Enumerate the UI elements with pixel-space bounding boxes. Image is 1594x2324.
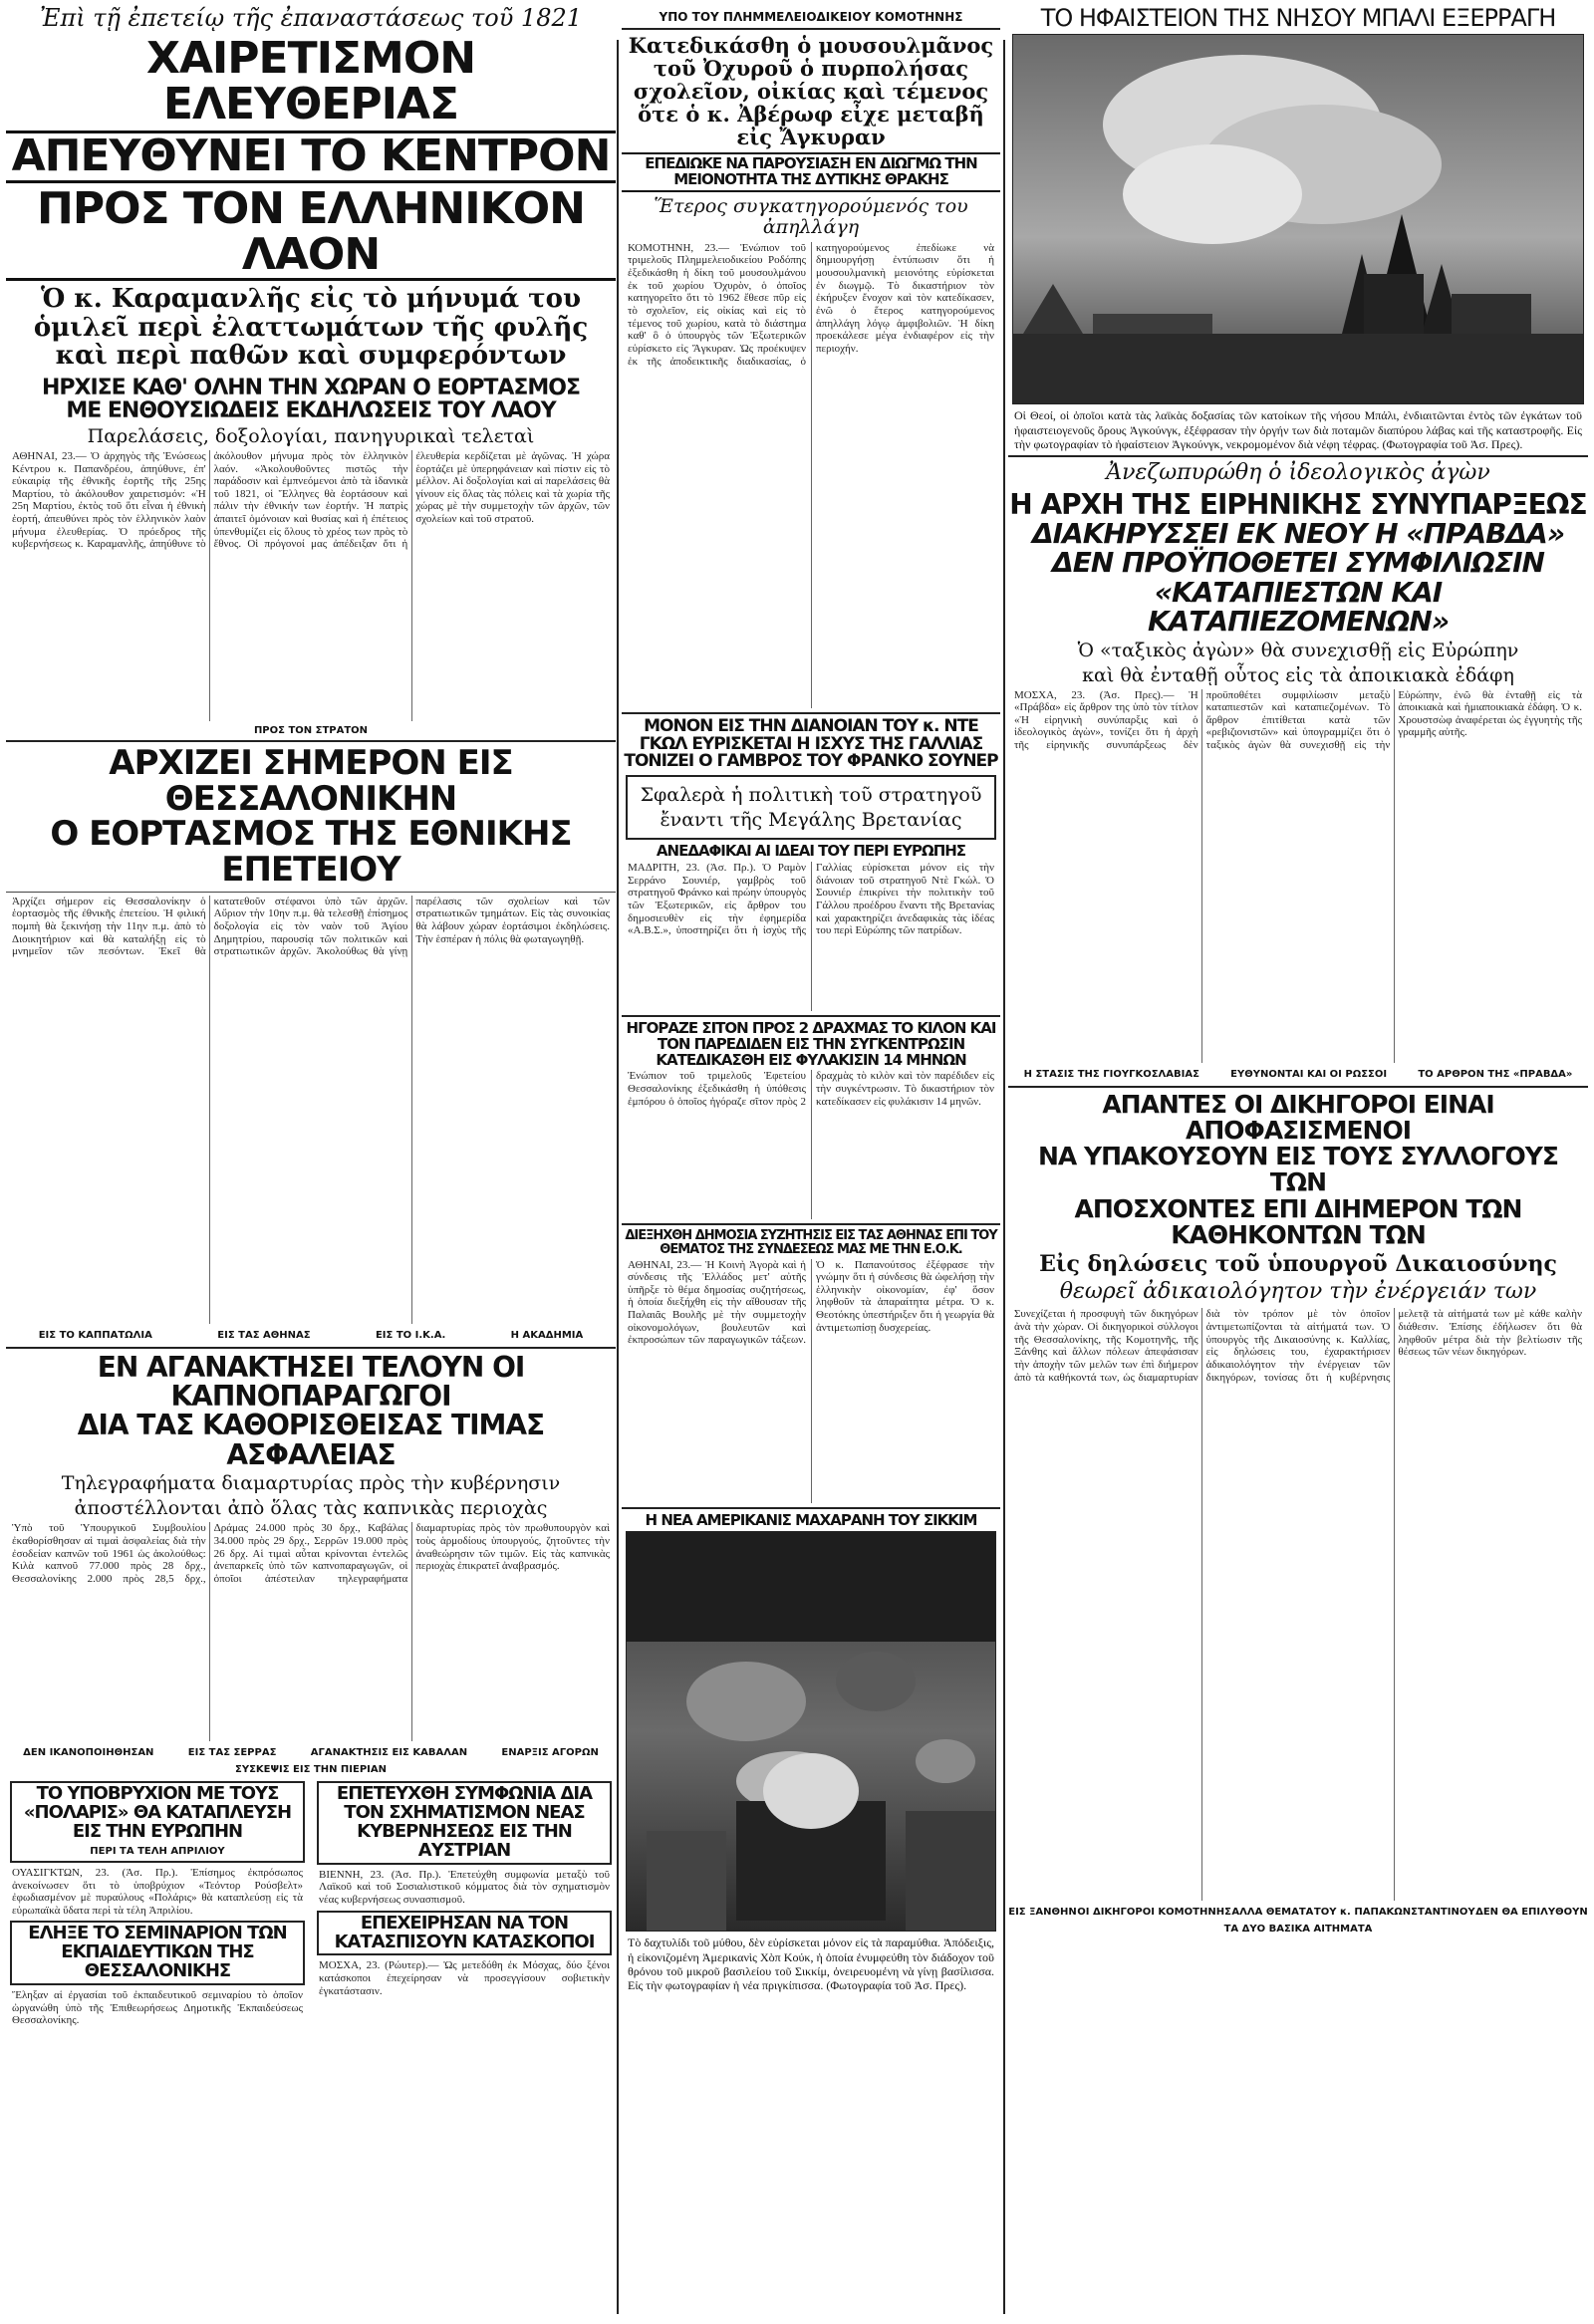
headline-thessaloniki-a: ΑΡΧΙΖΕΙ ΣΗΜΕΡΟΝ ΕΙΣ ΘΕΣΣΑΛΟΝΙΚΗΝ <box>109 742 513 819</box>
section-xanthi: ΕΙΣ ΞΑΝΘΗΝ <box>1008 1907 1077 1919</box>
photo-bali-title: ΤΟ ΗΦΑΙΣΤΕΙΟΝ ΤΗΣ ΝΗΣΟΥ ΜΠΑΛΙ ΕΞΕΡΡΑΓΗ <box>1040 4 1556 32</box>
article-thessaloniki-body: Ἀρχίζει σήμερον εἰς Θεσσαλονίκην ὁ ἑορτασμὸς τῆς ἐθνικῆς ἐπετείου. Ἡ φιλική πομπὴ θὰ ξεκινήσῃ τὴν 11ην π.μ. ἀπὸ τὸ Διοικητήριον καὶ θὰ καταλήξῃ εἰς τὸ μνημεῖον τῶν πεσόντων. Ἐκεῖ θὰ κατατεθοῦν στέφανοι ὑπὸ τῶν ἀρχῶν. Αὔριον τὴν 10ην π.μ. θὰ τελεσθῇ ἐπίσημος δοξολογία εἰς τὸν ναὸν τοῦ Ἁγίου Δημητρίου, παρουσίᾳ τῶν πολιτικῶν καὶ στρατιωτικῶν ἀρχῶν. Ἀκολούθως θὰ γίνῃ παρέλασις τῶν σχολείων καὶ τῶν στρατιωτικῶν τμημάτων. Εἰς τὰς συνοικίας θὰ λάβουν χώραν ἑορτάσιμοι ἐκδηλώσεις. Τὴν ἑσπέραν ἡ πόλις θὰ φωταγωγηθῇ. <box>12 895 610 958</box>
headline-lawyers-b: ΝΑ ΥΠΑΚΟΥΣΟΥΝ ΕΙΣ ΤΟΥΣ ΣΥΛΛΟΓΟΥΣ ΤΩΝ <box>1038 1142 1558 1197</box>
headline-eec-debate: ΔΙΕΞΗΧΘΗ ΔΗΜΟΣΙΑ ΣΥΖΗΤΗΣΙΣ ΕΙΣ ΤΑΣ ΑΘΗΝΑΣ ΕΠΙ ΤΟΥ ΘΕΜΑΤΟΣ ΤΗΣ ΣΥΝΔΕΣΕΩΣ ΜΑΣ ΜΕ ΤΗΝ Ε.Ο.Κ. <box>625 1228 997 1257</box>
headline-tobacco-b: ΔΙΑ ΤΑΣ ΚΑΘΟΡΙΣΘΕΙΣΑΣ ΤΙΜΑΣ ΑΣΦΑΛΕΙΑΣ <box>77 1409 545 1471</box>
headline-celebration-a: ΗΡΧΙΣΕ ΚΑΘ' ΟΛΗΝ ΤΗΝ ΧΩΡΑΝ Ο ΕΟΡΤΑΣΜΟΣ <box>41 375 581 400</box>
section-two-demands: ΤΑ ΔΥΟ ΒΑΣΙΚΑ ΑΙΤΗΜΑΤΑ <box>1223 1924 1373 1936</box>
subhead-polaris: ΠΕΡΙ ΤΑ ΤΕΛΗ ΑΠΡΙΛΙΟΥ <box>90 1845 225 1857</box>
section-papakonstantinou: ΤΟΥ κ. ΠΑΠΑΚΩΝΣΤΑΝΤΙΝΟΥ <box>1313 1907 1475 1919</box>
section-kavala: ΑΓΑΝΑΚΤΗΣΙΣ ΕΙΣ ΚΑΒΑΛΑΝ <box>310 1747 468 1759</box>
deck-karamanlis: Ὁ κ. Καραμανλῆς εἰς τὸ μήνυμά του ὁμιλεῖ περὶ ἐλαττωμάτων τῆς φυλῆς καὶ περὶ παθῶν καὶ συμφερόντων <box>33 283 589 372</box>
headline-lawyers-a: ΑΠΑΝΤΕΣ ΟΙ ΔΙΚΗΓΟΡΟΙ ΕΙΝΑΙ ΑΠΟΦΑΣΙΣΜΕΝΟΙ <box>1102 1089 1494 1145</box>
article-pravda-body: ΜΟΣΧΑ, 23. (Ἀσ. Πρες).— Ἡ «Πράβδα» εἰς ἄρθρον της ὑπὸ τὸν τίτλον «Ἡ εἰρηνικὴ συνύπαρξις καὶ ὁ ἰδεολογικὸς ἀγὼν», τονίζει ὅτι ἡ ἀρχὴ τῆς εἰρηνικῆς συνυπάρξεως δὲν προϋποθέτει συμφιλίωσιν μεταξὺ καταπιεστῶν καὶ καταπιεζομένων. Τὸ ἄρθρον ἐπιτίθεται κατὰ τῶν «ρεβιζιονιστῶν» καὶ ὑπογραμμίζει ὅτι ὁ ταξικὸς ἀγὼν θὰ συνεχισθῇ εἰς τὴν Εὐρώπην, ἐνῶ θὰ ἐνταθῇ εἰς τὰ ἀποικιακὰ καὶ ἡμιαποικιακὰ ἐδάφη. Ὁ κ. Χρουστσὼφ ἀναφέρεται ὡς ἐγγυητὴς τῆς γραμμῆς αὐτῆς. <box>1014 688 1582 752</box>
photo-sikkim-title: Η ΝΕΑ ΑΜΕΡΙΚΑΝΙΣ ΜΑΧΑΡΑΝΗ ΤΟΥ ΣΙΚΚΙΜ <box>645 1510 977 1529</box>
article-seminar-body: Ἔληξαν αἱ ἐργασίαι τοῦ ἐκπαιδευτικοῦ σεμιναρίου τὸ ὁποῖον ὠργανώθη ὑπὸ τῆς Ἐπιθεωρήσεως Δημοτικῆς Ἐκπαιδεύσεως Θεσσαλονίκης. <box>12 1989 303 2027</box>
headline-thessaloniki-b: Ο ΕΟΡΤΑΣΜΟΣ ΤΗΣ ΕΘΝΙΚΗΣ ΕΠΕΤΕΙΟΥ <box>50 814 572 890</box>
column-middle <box>622 0 1000 2324</box>
headline-wheat-sentence: ΚΑΤΕΔΙΚΑΣΘΗ ΕΙΣ ΦΥΛΑΚΙΣΙΝ 14 ΜΗΝΩΝ <box>656 1050 966 1069</box>
section-other-issues: ΑΛΛΑ ΘΕΜΑΤΑ <box>1231 1907 1314 1919</box>
headline-pravda-c: ΔΕΝ ΠΡΟΫΠΟΘΕΤΕΙ ΣΥΜΦΙΛΙΩΣΙΝ <box>1052 546 1544 580</box>
headline-greeting: ΧΑΙΡΕΤΙΣΜΟΝ ΕΛΕΥΘΕΡΙΑΣ <box>145 33 476 130</box>
photo-bali-caption: Οἱ Θεοί, οἱ ὁποῖοι κατὰ τὰς λαϊκὰς δοξασίας τῶν κατοίκων τῆς νήσου Μπάλι, ἐνδιαιτῶνται ἐντὸς τῶν ἐγκάτων τοῦ ἡφαιστειογενοῦς ὄρους Ἀγκούνγκ, ἐξέφρασαν τὴν ὀργήν των διὰ ποταμῶν διαπύρου λάβας καὶ τῆς καταστροφῆς. Εἰς τὴν φωτογραφίαν τὸ ἡφαίστειον Ἀγκούνγκ, νεκρομομένον διὰ νέφη τέφρας. (Φωτογραφία τοῦ Ἀσ. Πρες). <box>1014 408 1582 451</box>
section-to-army: ΠΡΟΣ ΤΟΝ ΣΤΡΑΤΟΝ <box>253 724 369 736</box>
subhead-class-struggle: Ὁ «ταξικὸς ἀγὼν» θὰ συνεχισθῇ εἰς Εὐρώπην <box>1077 639 1519 661</box>
photo-bali-image <box>1013 35 1584 403</box>
section-komotini-lawyers: ΟΙ ΔΙΚΗΓΟΡΟΙ ΚΟΜΟΤΗΝΗΣ <box>1077 1907 1231 1919</box>
photo-sikkim-caption: Τὸ δαχτυλίδι τοῦ μύθου, δὲν εὑρίσκεται μόνον εἰς τὰ παραμύθια. Ἀπόδειξις, ἡ εἰκονιζομένη Ἀμερικανὶς Χὸπ Κούκ, ἡ ὁποία ἐνυμφεύθη τὸν διάδοχον τοῦ θρόνου τοῦ μικροῦ βασιλείου τοῦ Σικκίμ, ὀνειρευομένη νὰ γίνῃ βασίλισσα. Εἰς τὴν φωτογραφίαν ἡ νέα πριγκίπισσα. (Φωτογραφία τοῦ Ἀσ. Πρες). <box>628 1936 994 1993</box>
headline-spies: ΕΠΕΧΕΙΡΗΣΑΝ ΝΑ ΤΟΝ ΚΑΤΑΣΠΙΣΟΥΝ ΚΑΤΑΣΚΟΠΟΙ <box>334 1912 595 1952</box>
headline-lawyers-c: ΑΠΟΣΧΟΝΤΕΣ ΕΠΙ ΔΙΗΜΕΡΟΝ ΤΩΝ ΚΑΘΗΚΟΝΤΩΝ ΤΩΝ <box>1074 1193 1522 1249</box>
headline-de-gaulle: ΜΟΝΟΝ ΕΙΣ ΤΗΝ ΔΙΑΝΟΙΑΝ ΤΟΥ κ. ΝΤΕ ΓΚΩΛ ΕΥΡΙΣΚΕΤΑΙ Η ΙΣΧΥΣ ΤΗΣ ΓΑΛΛΙΑΣ ΤΟΝΙΖΕΙ Ο ΓΑΜΒΡΟΣ ΤΟΥ ΦΡΑΝΚΟ ΣΟΥΝΕΡ <box>624 715 998 772</box>
subhead-unjustified: θεωρεῖ ἀδικαιολόγητον τὴν ἐνέργειάν των <box>1059 1279 1537 1305</box>
section-academy: Η ΑΚΑΔΗΜΙΑ <box>510 1329 584 1341</box>
headline-people: ΠΡΟΣ ΤΟΝ ΕΛΛΗΝΙΚΟΝ ΛΑΟΝ <box>6 186 616 281</box>
section-not-resolved: ΔΕΝ ΘΑ ΕΠΙΛΥΘΟΥΝ <box>1475 1907 1588 1919</box>
subhead-policy-a: Σφαλερὰ ἡ πολιτικὴ τοῦ στρατηγοῦ <box>640 784 982 807</box>
kicker-ideological: Ἀνεζωπυρώθη ὁ ἰδεολογικὸς ἀγὼν <box>1106 460 1490 486</box>
headline-seminar: ΕΛΗΞΕ ΤΟ ΣΕΜΙΝΑΡΙΟΝ ΤΩΝ ΕΚΠΑΙΔΕΥΤΙΚΩΝ ΤΗΣ ΘΕΣΣΑΛΟΝΙΚΗΣ <box>28 1923 287 1982</box>
article-tobacco-body: Ὑπὸ τοῦ Ὑπουργικοῦ Συμβουλίου ἐκαθορίσθησαν αἱ τιμαὶ ἀσφαλείας διὰ τὴν ἐσοδείαν καπνῶν τοῦ 1961 ὡς ἀκολούθως: Κιλὰ καπνοῦ 77.000 πρὸς 28 δρχ., Θεσσαλονίκης 2.000 πρὸς 28,5 δρχ., Δράμας 24.000 πρὸς 30 δρχ., Καβάλας 34.000 πρὸς 29 δρχ., Σερρῶν 19.000 πρὸς 26 δρχ. Αἱ τιμαὶ αὗται κρίνονται ἐντελῶς ἀνεπαρκεῖς ὑπὸ τῶν καπνοπαραγωγῶν, οἱ ὁποῖοι ἀπέστειλαν τηλεγραφήματα διαμαρτυρίας πρὸς τὸν πρωθυπουργὸν καὶ τοὺς ἁρμοδίους ὑπουργούς, ζητοῦντες τὴν ἀναθεώρησιν τῶν τιμῶν. Εἰς τὰς καπνικὰς περιοχὰς ἐπικρατεῖ ἀναβρασμός. <box>12 1522 610 1585</box>
subhead-justice-minister: Εἰς δηλώσεις τοῦ ὑπουργοῦ Δικαιοσύνης <box>1039 1251 1557 1277</box>
section-kappatolia: ΕΙΣ ΤΟ ΚΑΠΠΑΤΩΛΙΑ <box>38 1329 152 1341</box>
section-ika: ΕΙΣ ΤΟ Ι.Κ.Α. <box>375 1329 446 1341</box>
section-serres: ΕΙΣ ΤΑΣ ΣΕΡΡΑΣ <box>187 1747 277 1759</box>
headline-minority: ΕΠΕΔΙΩΚΕ ΝΑ ΠΑΡΟΥΣΙΑΣΗ ΕΝ ΔΙΩΓΜΩ ΤΗΝ ΜΕΙΟΝΟΤΗΤΑ ΤΗΣ ΔΥΤΙΚΗΣ ΘΡΑΚΗΣ <box>622 152 1000 192</box>
headline-europe-ideas: ΑΝΕΔΑΦΙΚΑΙ ΑΙ ΙΔΕΑΙ ΤΟΥ ΠΕΡΙ ΕΥΡΩΠΗΣ <box>656 842 966 861</box>
article-spies-body: ΜΟΣΧΑ, 23. (Ρώυτερ).— Ὡς μετεδόθη ἐκ Μόσχας, δύο ξένοι κατάσκοποι ἐπεχείρησαν νὰ προσεγγίσουν σοβιετικὴν ἐγκατάστασιν. <box>319 1959 610 1997</box>
subhead-colonial: καὶ θὰ ἐνταθῇ οὗτος εἰς τὰ ἀποικιακὰ ἐδάφη <box>1082 663 1514 686</box>
article-lawyers-body: Συνεχίζεται ἡ προσφυγὴ τῶν δικηγόρων ἀνὰ τὴν χώραν. Οἱ δικηγορικοὶ σύλλογοι τῆς Θεσσαλονίκης, τῆς Κομοτηνῆς, τῆς Ξάνθης καὶ ἄλλων πόλεων ἀπεφάσισαν τὴν ἀποχὴν τῶν μελῶν των ἐπὶ διήμερον ἀπὸ τὰ καθήκοντά των, ὡς διαμαρτυρίαν διὰ τὸν τρόπον μὲ τὸν ὁποῖον ἀντιμετωπίζονται τὰ αἰτήματά των. Ὁ ὑπουργὸς τῆς Δικαιοσύνης κ. Καλλίας, εἰς δηλώσεις του, ἐχαρακτήρισεν ἀδικαιολόγητον τὴν ἐνέργειαν τῶν δικηγόρων, τονίσας ὅτι ἡ κυβέρνησις μελετᾷ τὰ αἰτήματά των μὲ κάθε καλὴν διάθεσιν. Ἐπίσης ἐδήλωσεν ὅτι θὰ ληφθοῦν μέτρα διὰ τὴν βελτίωσιν τῆς θέσεως τῶν νέων δικηγόρων. <box>1014 1308 1582 1384</box>
section-yugoslavia: Η ΣΤΑΣΙΣ ΤΗΣ ΓΙΟΥΓΚΟΣΛΑΒΙΑΣ <box>1023 1068 1199 1080</box>
column-left <box>6 0 616 2324</box>
subhead-tobacco-b: ἀποστέλλονται ἀπὸ ὅλας τὰς καπνικὰς περιοχὰς <box>74 1497 548 1520</box>
section-pieria: ΣΥΣΚΕΨΙΣ ΕΙΣ ΤΗΝ ΠΙΕΡΙΑΝ <box>235 1764 387 1776</box>
article-celebration-body: ΑΘΗΝΑΙ, 23.— Ὁ ἀρχηγὸς τῆς Ἑνώσεως Κέντρου κ. Παπανδρέου, ἀπηύθυνε, ἐπ' εὐκαιρίᾳ τῆς ἐθνικῆς ἑορτῆς τῆς 25ης Μαρτίου, τὸ ἀκόλουθον χαιρετισμόν: «Ἡ 25η Μαρτίου, ἐκτὸς τοῦ ὅτι εἶναι ἡ ἐθνικὴ ἑορτή, ἀπευθύνει πρὸς τὸν ἑλληνικὸν λαὸν μήνυμα ἐλευθερίας. Ὁ πρόεδρος τῆς κυβερνήσεως κ. Καραμανλῆς, ἀπηύθυνε τὸ ἀκόλουθον μήνυμα πρὸς τὸν ἑλληνικὸν λαόν. «Ἀκολουθοῦντες πιστῶς τὴν παράδοσιν καὶ ἐμπνεόμενοι ἀπὸ τὰ ἱδανικὰ τοῦ 1821, οἱ Ἕλληνες θὰ ἑορτάσουν καὶ πάλιν τὴν ἐθνικήν των ἑορτήν. Ἡ πατρὶς ἀπαιτεῖ ὁμόνοιαν καὶ θυσίας καὶ ἡ ἐπέτειος ὑπενθυμίζει εἰς ὅλους τὸ χρέος των πρὸς τὸ ἔθνος. Οἱ πρόγονοί μας ἀπέδειξαν ὅτι ἡ ἐλευθερία κερδίζεται μὲ ἀγῶνας. Ἡ χώρα ἑορτάζει μὲ ὑπερηφάνειαν καὶ πίστιν εἰς τὸ μέλλον. Αἱ δοξολογίαι καὶ αἱ παρελάσεις θὰ γίνουν εἰς ὅλας τὰς πόλεις καὶ τὰ χωρία τῆς χώρας μὲ τὴν συμμετοχὴν τῶν ἀρχῶν, τῶν σχολείων καὶ τοῦ στρατοῦ. <box>12 449 610 551</box>
section-not-satisfied: ΔΕΝ ΙΚΑΝΟΠΟΙΗΘΗΣΑΝ <box>23 1747 154 1759</box>
section-pravda-article: ΤΟ ΑΡΘΡΟΝ ΤΗΣ «ΠΡΑΒΔΑ» <box>1418 1068 1573 1080</box>
headline-celebration-b: ΜΕ ΕΝΘΟΥΣΙΩΔΕΙΣ ΕΚΔΗΛΩΣΕΙΣ ΤΟΥ ΛΑΟΥ <box>66 397 556 423</box>
subhead-acquitted: Ἕτερος συγκατηγορούμενός του ἀπηλλάγη <box>654 194 968 238</box>
photo-bali-volcano <box>1012 34 1584 404</box>
kicker-komotini-court: ΥΠΟ ΤΟΥ ΠΛΗΜΜΕΛΕΙΟΔΙΚΕΙΟΥ ΚΟΜΟΤΗΝΗΣ <box>659 10 963 24</box>
section-markets: ΕΝΑΡΞΙΣ ΑΓΟΡΩΝ <box>501 1747 599 1759</box>
article-komotini-body: ΚΟΜΟΤΗΝΗ, 23.— Ἐνώπιον τοῦ τριμελοῦς Πλημμελειοδικείου Ροδόπης ἐξεδικάσθη ἡ δίκη τοῦ μουσουλμάνου ἐκ τοῦ χωρίου Ὀχυρὸν, ὁ ὁποῖος κατηγορεῖτο ὅτι τὸ 1962 ἔθεσε πῦρ εἰς τὸ σχολεῖον, εἰς οἰκίας καὶ εἰς τὸ τέμενος τοῦ χωρίου, κατὰ τὸ διάστημα καθ' ὃ ὁ ὑπουργὸς τῶν Ἐξωτερικῶν εὑρίσκετο εἰς Ἄγκυραν. Ὡς προέκυψεν ἐκ τῆς ἀποδεικτικῆς διαδικασίας, ὁ κατηγορούμενος ἐπεδίωκε νὰ δημιουργήσῃ ἐντύπωσιν ὅτι ἡ μουσουλμανικὴ μειονότης εὑρίσκεται ἐν διωγμῷ. Τὸ δικαστήριον τὸν ἐκήρυξεν ἔνοχον καὶ τὸν κατεδίκασεν, ἐνῶ ὁ ἕτερος κατηγορούμενος ἀπηλλάγη λόγῳ ἀμφιβολιῶν. Ἡ δίκη προεκάλεσε μέγα ἐνδιαφέρον εἰς τὴν περιοχήν. <box>628 241 994 368</box>
headline-wheat: ΗΓΟΡΑΖΕ ΣΙΤΟΝ ΠΡΟΣ 2 ΔΡΑΧΜΑΣ ΤΟ ΚΙΛΟΝ ΚΑΙ ΤΟΝ ΠΑΡΕΔΙΔΕΝ ΕΙΣ ΤΗΝ ΣΥΓΚΕΝΤΡΩΣΙΝ <box>626 1019 996 1053</box>
headline-pravda-b: ΔΙΑΚΗΡΥΣΣΕΙ ΕΚ ΝΕΟΥ Η «ΠΡΑΒΔΑ» <box>1031 516 1565 550</box>
photo-sikkim-image <box>627 1532 996 1931</box>
article-eec-body: ΑΘΗΝΑΙ, 23.— Ἡ Κοινὴ Ἀγορὰ καὶ ἡ σύνδεσις τῆς Ἑλλάδος μετ' αὐτῆς ὑπῆρξε τὸ θέμα δημοσίας συζητήσεως, ἡ ὁποία διεξήχθη εἰς τὴν αἴθουσαν τῆς Παλαιᾶς Βουλῆς μὲ τὴν συμμετοχὴν οἰκονομολόγων, βουλευτῶν καὶ ἐκπροσώπων τῶν παραγωγικῶν τάξεων. Ὁ κ. Παπανούτσος ἐξέφρασε τὴν γνώμην ὅτι ἡ σύνδεσις θὰ ὠφελήσῃ τὴν ἑλληνικὴν οἰκονομίαν, ἐφ' ὅσον ληφθοῦν τὰ ἀπαραίτητα μέτρα. Ὁ κ. Θεοτόκης ὑπεστήριξεν ὅτι ἡ γεωργία θὰ ἀντιμετωπίσῃ δυσχερείας. <box>628 1258 994 1347</box>
column-right <box>1008 0 1588 2324</box>
article-de-gaulle-body: ΜΑΔΡΙΤΗ, 23. (Ἀσ. Πρ.). Ὁ Ραμὸν Σερράνο Σουνιέρ, γαμβρὸς τοῦ στρατηγοῦ Φράνκο καὶ πρώην ὑπουργὸς τῶν Ἐξωτερικῶν, εἰς ἄρθρον του δημοσιευθὲν εἰς τὴν ἐφημερίδα «Α.Β.Σ.», ὑποστηρίζει ὅτι ἡ ἰσχὺς τῆς Γαλλίας εὑρίσκεται μόνον εἰς τὴν διάνοιαν τοῦ στρατηγοῦ Ντὲ Γκώλ. Ὁ Σουνιέρ ἐπικρίνει τὴν πολιτικὴν τοῦ Γάλλου προέδρου ἔναντι τῆς Βρετανίας καὶ χαρακτηρίζει ἀνεδαφικὰς τὰς ἰδέας του περὶ Εὐρώπης τῶν πατρίδων. <box>628 862 994 937</box>
section-russians: ΕΥΘΥΝΟΝΤΑΙ ΚΑΙ ΟΙ ΡΩΣΣΟΙ <box>1230 1068 1388 1080</box>
article-polaris-body: ΟΥΑΣΙΓΚΤΩΝ, 23. (Ἀσ. Πρ.). Ἐπίσημος ἐκπρόσωπος ἀνεκοίνωσεν ὅτι τὸ ὑποβρύχιον «Τεόντορ Ρούσβελτ» ἐφωδιασμένον μὲ πυραύλους «Πολάρις» θὰ καταπλεύσῃ εἰς τὰ εὐρωπαϊκὰ ὕδατα περὶ τὰ τέλη Ἀπριλίου. <box>12 1866 303 1917</box>
photo-sikkim-maharani <box>626 1531 996 1932</box>
kicker-1821: Ἐπὶ τῇ ἐπετείῳ τῆς ἐπαναστάσεως τοῦ 1821 <box>39 4 583 32</box>
subhead-tobacco-a: Τηλεγραφήματα διαμαρτυρίας πρὸς τὴν κυβέρνησιν <box>61 1472 561 1495</box>
headline-pravda-a: Η ΑΡΧΗ ΤΗΣ ΕΙΡΗΝΙΚΗΣ ΣΥΝΥΠΑΡΞΕΩΣ <box>1009 487 1587 521</box>
subhead-parades: Παρελάσεις, δοξολογίαι, πανηγυρικαὶ τελεταὶ <box>87 424 535 447</box>
subhead-policy-b: ἔναντι τῆς Μεγάλης Βρετανίας <box>660 809 962 832</box>
article-wheat-body: Ἐνώπιον τοῦ τριμελοῦς Ἐφετείου Θεσσαλονίκης ἐξεδικάσθη ἡ ὑπόθεσις ἐμπόρου ὁ ὁποῖος ἠγόραζε σῖτον πρὸς 2 δραχμὰς τὸ κιλὸν καὶ τὸν παρέδιδεν εἰς τὴν συγκέντρωσιν. Τὸ δικαστήριον τὸν κατεδίκασεν εἰς φυλάκισιν 14 μηνῶν. <box>628 1070 994 1108</box>
article-austria-body: ΒΙΕΝΝΗ, 23. (Ἀσ. Πρ.). Ἐπετεύχθη συμφωνία μεταξὺ τοῦ Λαϊκοῦ καὶ τοῦ Σοσιαλιστικοῦ κόμματος διὰ τὸν σχηματισμὸν νέας κυβερνήσεως συνασπισμοῦ. <box>319 1868 610 1907</box>
headline-pravda-d: «ΚΑΤΑΠΙΕΣΤΩΝ ΚΑΙ ΚΑΤΑΠΙΕΖΟΜΕΝΩΝ» <box>1147 575 1450 639</box>
headline-polaris: ΤΟ ΥΠΟΒΡΥΧΙΟΝ ΜΕ ΤΟΥΣ «ΠΟΛΑΡΙΣ» ΘΑ ΚΑΤΑΠΛΕΥΣΗ ΕΙΣ ΤΗΝ ΕΥΡΩΠΗΝ <box>23 1783 292 1842</box>
headline-center: ΑΠΕΥΘΥΝΕΙ ΤΟ ΚΕΝΤΡΟΝ <box>6 130 616 182</box>
headline-tobacco-a: ΕΝ ΑΓΑΝΑΚΤΗΣΕΙ ΤΕΛΟΥΝ ΟΙ ΚΑΠΝΟΠΑΡΑΓΩΓΟΙ <box>97 1350 525 1414</box>
section-athens: ΕΙΣ ΤΑΣ ΑΘΗΝΑΣ <box>217 1329 311 1341</box>
deck-muslim-convicted: Κατεδικάσθη ὁ μουσουλμᾶνος τοῦ Ὀχυροῦ ὁ πυρπολήσας σχολεῖον, οἰκίας καὶ τέμενος ὅτε ὁ κ. Ἀβέρωφ εἶχε μεταβῆ εἰς Ἄγκυραν <box>628 33 994 150</box>
headline-austria: ΕΠΕΤΕΥΧΘΗ ΣΥΜΦΩΝΙΑ ΔΙΑ ΤΟΝ ΣΧΗΜΑΤΙΣΜΟΝ ΝΕΑΣ ΚΥΒΕΡΝΗΣΕΩΣ ΕΙΣ ΤΗΝ ΑΥΣΤΡΙΑΝ <box>336 1783 593 1861</box>
